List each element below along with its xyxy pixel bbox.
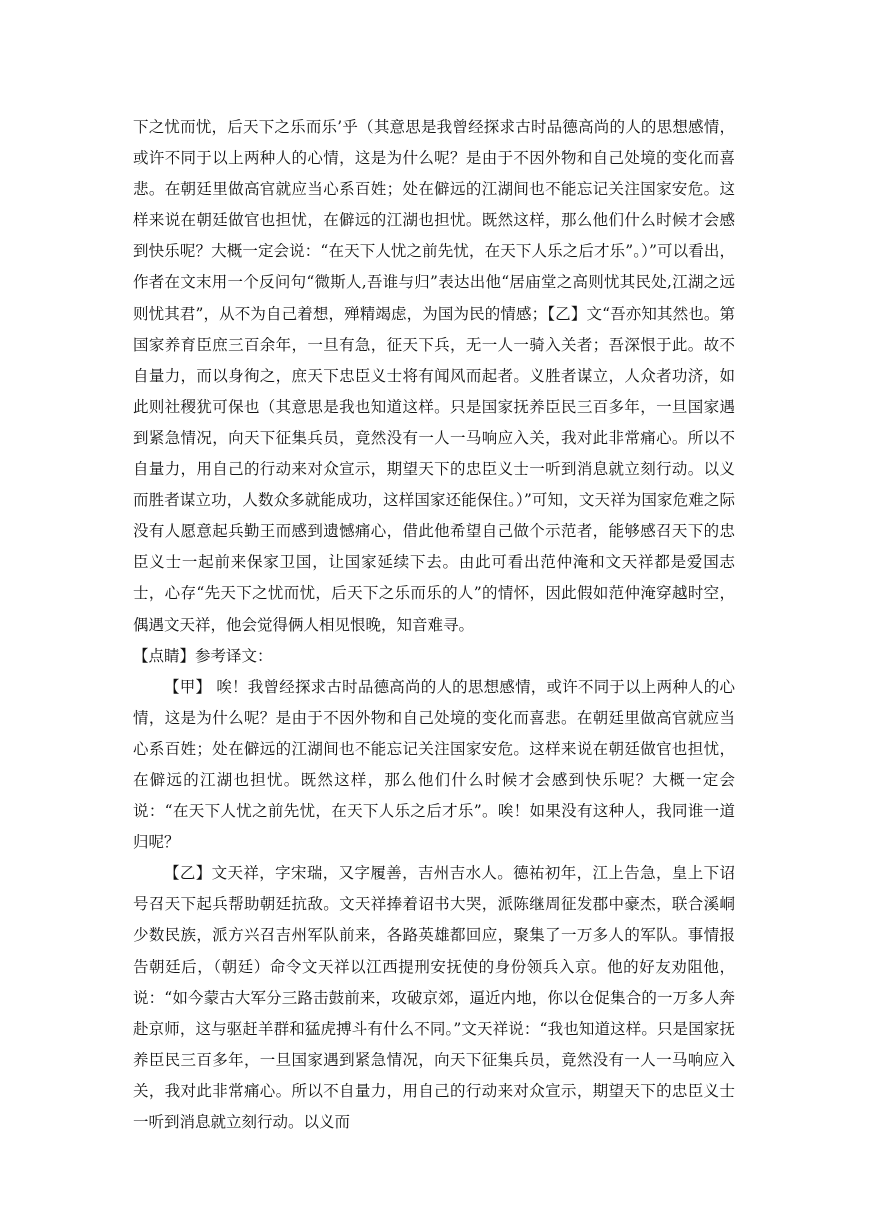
document-body xyxy=(133,112,735,1138)
dianjing-heading: 【点睛】参考译文： xyxy=(133,646,273,665)
translation-yi-paragraph: 【乙】文天祥，字宋瑞，又字履善，吉州吉水人。德祐初年，江上告急，皇上下诏号召天下起兵帮助朝廷抗敌。文天祥捧着诏书大哭，派陈继周征发郡中豪杰，联合溪峒少数民族，派方兴召吉州军队前来，各路英雄都回应，聚集了一万多人的军队。事情报告朝廷后，（朝廷）命令文天祥以江西提刑安抚使的身份领兵入京。他的好友劝阻他，说：“如今蒙古大军分三路击鼓前来，攻破京郊，逼近内地，你以仓促集合的一万多人奔赴京师，这与驱赶羊群和猛虎搏斗有什么不同。”文天祥说：“我也知道这样。只是国家抚养臣民三百多年，一旦国家遇到紧急情况，向天下征集兵员，竟然没有一人一马响应入关，我对此非常痛心。所以不自量力，用自己的行动来对众宣示，期望天下的忠臣义士一听到消息就立刻行动。以义而 xyxy=(133,864,735,1131)
translation-jia-paragraph: 【甲】 唉！我曾经探求古时品德高尚的人的思想感情，或许不同于以上两种人的心情，这是为什么呢？是由于不因外物和自己处境的变化而喜悲。在朝廷里做高官就应当心系百姓；处在僻远的江湖间也不能忘记关注国家安危。这样来说在朝廷做官也担忧，在僻远的江湖也担忧。既然这样，那么他们什么时候才会感到快乐呢？大概一定会说：“在天下人忧之前先忧，在天下人乐之后才乐”。唉！如果没有这种人，我同谁一道归呢？ xyxy=(133,677,735,852)
analysis-paragraph: 下之忧而忧，后天下之乐而乐’乎（其意思是我曾经探求古时品德高尚的人的思想感情，或许不同于以上两种人的心情，这是为什么呢？是由于不因外物和自己处境的变化而喜悲。在朝廷里做高官就应当心系百姓；处在僻远的江湖间也不能忘记关注国家安危。这样来说在朝廷做官也担忧，在僻远的江湖也担忧。既然这样，那么他们什么时候才会感到快乐呢？大概一定会说：“在天下人忧之前先忧，在天下人乐之后才乐”。）”可以看出，作者在文末用一个反问句“微斯人,吾谁与归”表达出他“居庙堂之高则忧其民处,江湖之远则忧其君”，从不为自己着想，殚精竭虑，为国为民的情感；【乙】文“吾亦知其然也。第国家养育臣庶三百余年，一旦有急，征天下兵，无一人一骑入关者；吾深恨于此。故不自量力，而以身徇之，庶天下忠臣义士将有闻风而起者。义胜者谋立，人众者功济，如此则社稷犹可保也（其意思是我也知道这样。只是国家抚养臣民三百多年，一旦国家遇到紧急情况，向天下征集兵员，竟然没有一人一马响应入关，我对此非常痛心。所以不自量力，用自己的行动来对众宣示，期望天下的忠臣义士一听到消息就立刻行动。以义而胜者谋立功，人数众多就能成功，这样国家还能保住。）”可知，文天祥为国家危难之际没有人愿意起兵勤王而感到遗憾痛心，借此他希望自己做个示范者，能够感召天下的忠臣义士一起前来保家卫国，让国家延续下去。由此可看出范仲淹和文天祥都是爱国志士，心存“先天下之忧而忧，后天下之乐而乐的人”的情怀，因此假如范仲淹穿越时空，偶遇文天祥，他会觉得俩人相见恨晚，知音难寻。 xyxy=(133,118,735,634)
